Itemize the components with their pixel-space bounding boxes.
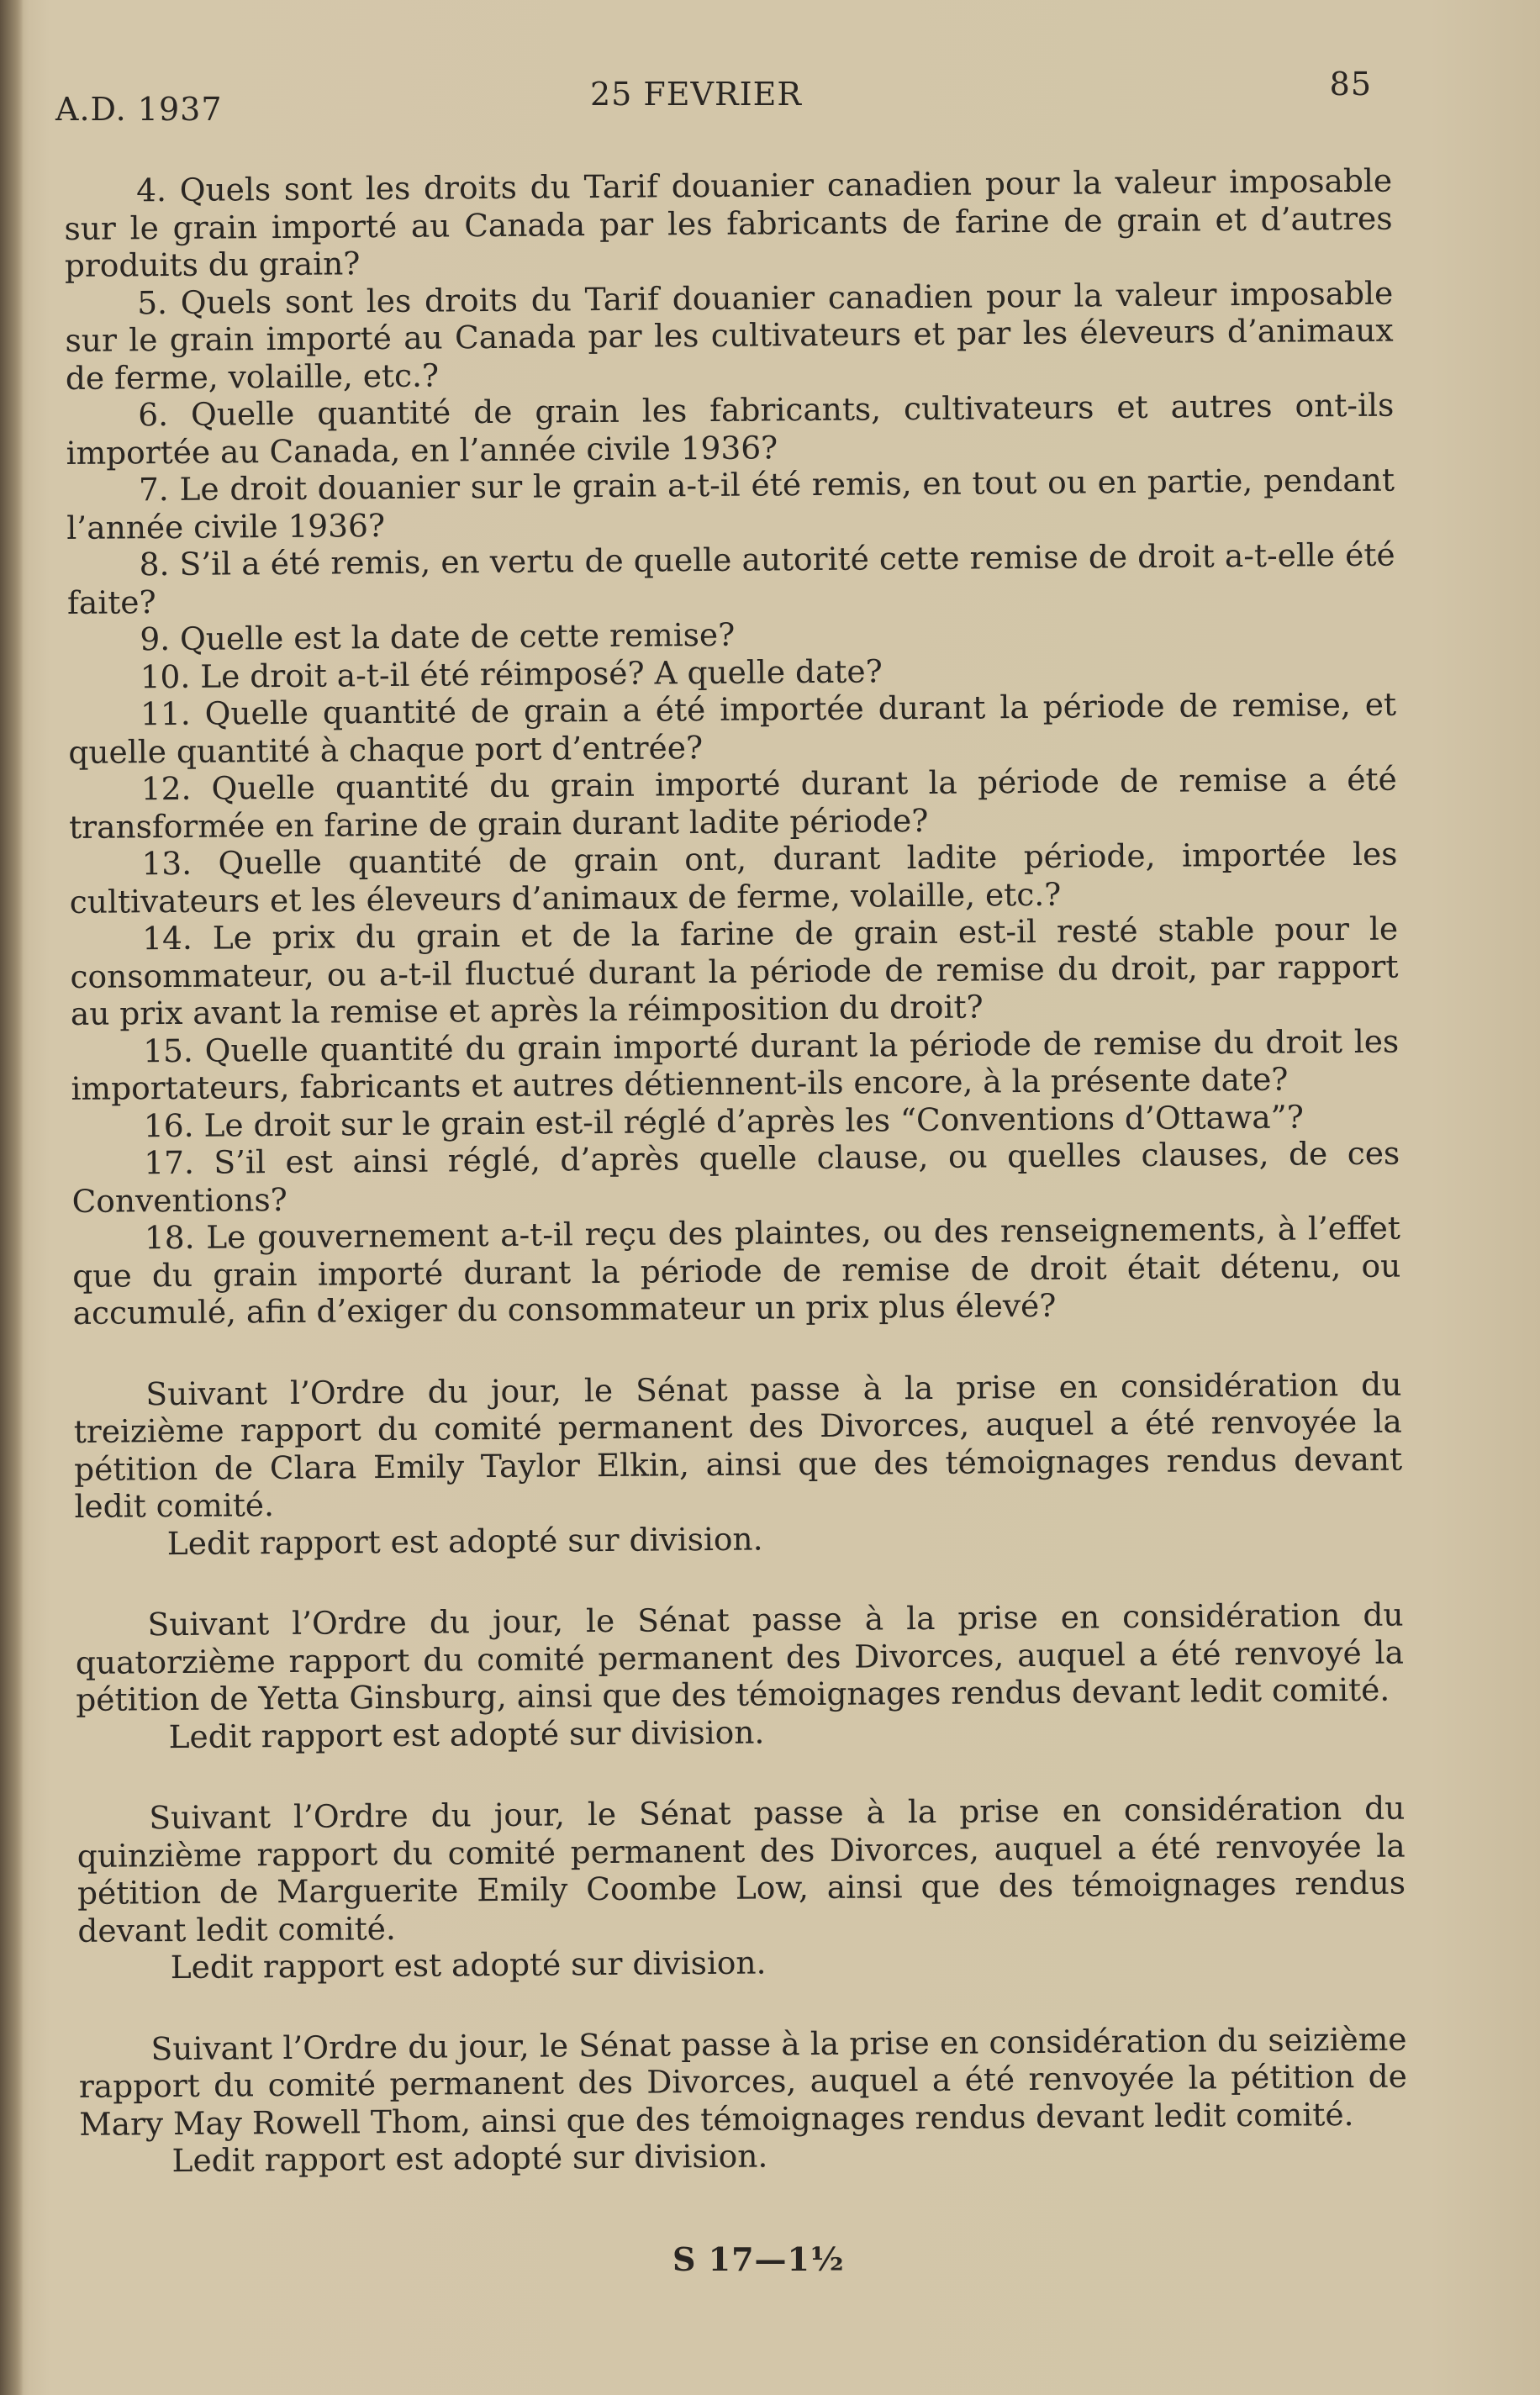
question-11: 11. Quelle quantité de grain a été importée durant la période de remise, et quelle quantité à chaque port d’entrée? xyxy=(68,685,1397,771)
question-9: 9. Quelle est la date de cette remise? xyxy=(140,615,736,658)
page-binding-shadow xyxy=(0,0,24,2395)
proceeding-result: Ledit rapport est adopté sur division. xyxy=(170,1944,767,1986)
header-date: 25 FEVRIER xyxy=(590,76,802,113)
proceeding-result: Ledit rapport est adopté sur division. xyxy=(166,1520,763,1562)
question-18: 18. Le gouvernement a-t-il reçu des plaintes, ou des renseignements, à l’effet que du grain importé durant la période de remise de droit était détenu, ou accumulé, afin d’exiger du consommateur un prix plus élevé? xyxy=(72,1209,1401,1332)
question-15: 15. Quelle quantité du grain importé durant la période de remise du droit les importateurs, fabricants et autres détiennent-ils encore, à la présente date? xyxy=(71,1022,1400,1107)
question-12: 12. Quelle quantité du grain importé durant la période de remise a été transformée en farine de grain durant ladite période? xyxy=(68,760,1397,846)
question-10: 10. Le droit a-t-il été réimposé? A quelle date? xyxy=(140,652,883,695)
question-5: 5. Quels sont les droits du Tarif douanier canadien pour la valeur imposable sur le grain importé au Canada par les cultivateurs et par les éleveurs d’animaux de ferme, volaille, etc.? xyxy=(65,274,1394,397)
page-header xyxy=(55,66,1372,133)
page-body xyxy=(64,162,1408,2181)
proceeding-paragraph: Suivant l’Ordre du jour, le Sénat passe à la prise en considération du seizième rapport du comité permanent des Divorces, auquel a été renvoyée la pétition de Mary May Rowell Thom, ainsi que des témoignages rendus devant ledit comité. xyxy=(78,2020,1408,2143)
question-8: 8. S’il a été remis, en vertu de quelle autorité cette remise de droit a-t-elle été faite? xyxy=(66,535,1395,621)
question-16: 16. Le droit sur le grain est-il réglé d’après les “Conventions d’Ottawa”? xyxy=(143,1097,1305,1144)
question-7: 7. Le droit douanier sur le grain a-t-il été remis, en tout ou en partie, pendant l’année civile 1936? xyxy=(66,461,1395,546)
page-number: 85 xyxy=(1329,66,1372,103)
header-year: A.D. 1937 xyxy=(55,91,223,128)
question-14: 14. Le prix du grain et de la farine de grain est-il resté stable pour le consommateur, ou a-t-il fluctué durant la période de remise du droit, par rapport au prix avant la remise et après la réimposition du droit? xyxy=(70,910,1399,1032)
question-4: 4. Quels sont les droits du Tarif douanier canadien pour la valeur imposable sur le grain importé au Canada par les fabricants de farine de grain et d’autres produits du grain? xyxy=(64,161,1393,284)
proceeding-result: Ledit rapport est adopté sur division. xyxy=(168,1713,765,1755)
proceeding-paragraph: Suivant l’Ordre du jour, le Sénat passe à la prise en considération du quatorzième rapport du comité permanent des Divorces, auquel a été renvoyé la pétition de Yetta Ginsburg, ainsi que des témoignages rendus devant ledit comité. xyxy=(75,1596,1405,1718)
proceeding-result: Ledit rapport est adopté sur division. xyxy=(171,2137,768,2180)
question-17: 17. S’il est ainsi réglé, d’après quelle clause, ou quelles clauses, de ces Conventions? xyxy=(71,1134,1400,1220)
question-13: 13. Quelle quantité de grain ont, durant ladite période, importée les cultivateurs et les éleveurs d’animaux de ferme, volaille, etc.? xyxy=(69,835,1398,921)
signature-mark: S 17—1½ xyxy=(672,2240,845,2278)
proceeding-paragraph: Suivant l’Ordre du jour, le Sénat passe à la prise en considération du treizième rapport du comité permanent des Divorces, auquel a été renvoyée la pétition de Clara Emily Taylor Elkin, ainsi que des témoignages rendus devant ledit comité. xyxy=(73,1365,1403,1525)
proceeding-paragraph: Suivant l’Ordre du jour, le Sénat passe à la prise en considération du quinzième rapport du comité permanent des Divorces, auquel a été renvoyée la pétition de Marguerite Emily Coombe Low, ainsi que des témoignages rendus devant ledit comité. xyxy=(76,1789,1406,1949)
question-6: 6. Quelle quantité de grain les fabricants, cultivateurs et autres ont-ils importée au Canada, en l’année civile 1936? xyxy=(66,386,1395,472)
